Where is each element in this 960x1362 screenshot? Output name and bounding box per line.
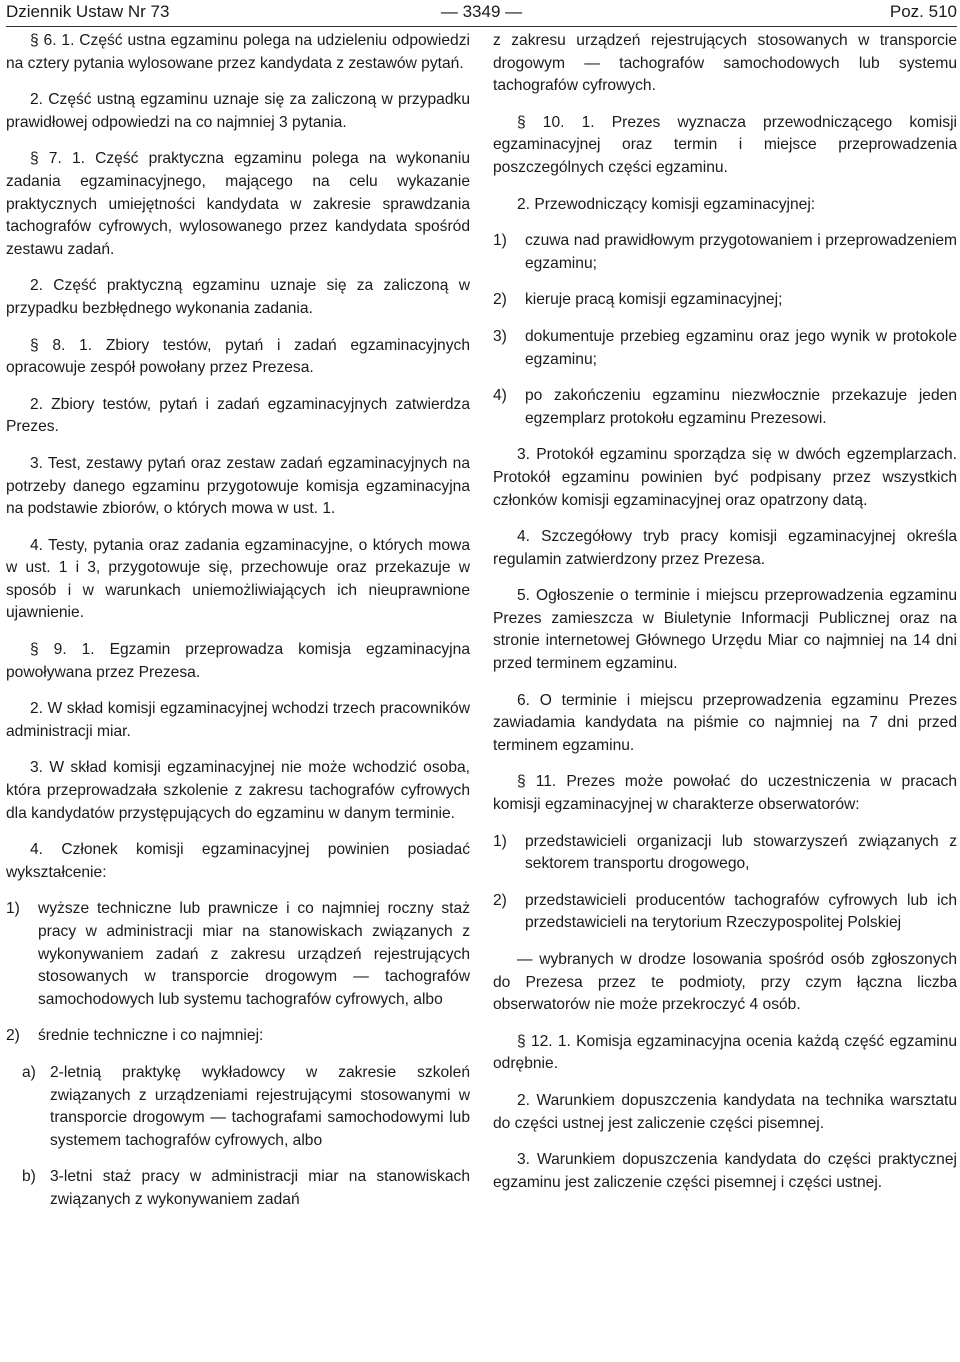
paragraph-7-1: § 7. 1. Część praktyczna egzaminu polega na wykonaniu zadania egzaminacyjnego, mającego na celu wykazanie praktycznych umiejętności kandydata w zakresie sprawdzania tachografów cyfrowych, wylosowanego przez kandydata spośród zestawu zadań. bbox=[6, 150, 470, 258]
paragraph-6-1: § 6. 1. Część ustna egzaminu polega na udzieleniu odpowiedzi na cztery pytania wylosowane przez kandydata z zestawów pytań. bbox=[6, 32, 470, 72]
list-number: 2) bbox=[493, 291, 507, 309]
paragraph-8-4: 4. Testy, pytania oraz zadania egzaminacyjne, o których mowa w ust. 1 i 3, przygotowuje się, przechowuje oraz przekazuje w sposób i w warunkach uniemożliwiających ich nieuprawnione ujawnienie. bbox=[6, 536, 470, 622]
page-number: — 3349 — bbox=[440, 2, 523, 21]
paragraph-9-1: § 9. 1. Egzamin przeprowadza komisja egzaminacyjna powoływana przez Prezesa. bbox=[6, 641, 470, 681]
paragraph-8-2: 2. Zbiory testów, pytań i zadań egzaminacyjnych zatwierdza Prezes. bbox=[6, 395, 470, 436]
list-letter: a) bbox=[22, 1063, 36, 1081]
paragraph-8-3: 3. Test, zestawy pytań oraz zestaw zadań egzaminacyjnych na potrzeby danego egzaminu przygotowuje komisja egzaminacyjna na podstawie zbiorów, o których mowa w ust. 1. bbox=[6, 454, 470, 518]
paragraph-10-1: § 10. 1. Prezes wyznacza przewodniczącego komisji egzaminacyjnej oraz termin i miejsce przeprowadzenia poszczególnych części egzaminu. bbox=[493, 113, 957, 176]
paragraph-10-3: 3. Protokół egzaminu sporządza się w dwóch egzemplarzach. Protokół egzaminu powinien być podpisany przez wszystkich członków komisji egzaminacyjnej oraz opatrzony datą. bbox=[493, 446, 957, 509]
list-text: 2-letnią praktykę wykładowcy w zakresie szkoleń związanych z urządzeniami rejestrującymi stosowanymi w transporcie drogowym — tachografami samochodowymi lub systemem tachografów cyfrowych, albo bbox=[50, 1063, 470, 1149]
list-text: dokumentuje przebieg egzaminu oraz jego wynik w protokole egzaminu; bbox=[525, 327, 957, 368]
list-item bbox=[493, 385, 957, 430]
paragraph-11-tail: — wybranych w drodze losowania spośród osób zgłoszonych do Prezesa przez te podmioty, przy czym łączna liczba obserwatorów nie może przekroczyć 4 osób. bbox=[493, 951, 957, 1014]
list-item bbox=[493, 289, 957, 312]
paragraph-12-1: § 12. 1. Komisja egzaminacyjna ocenia każdą część egzaminu odrębnie. bbox=[493, 1032, 957, 1073]
list-item bbox=[493, 890, 957, 935]
page-header bbox=[6, 0, 957, 27]
paragraph-11: § 11. Prezes może powołać do uczestniczenia w pracach komisji egzaminacyjnej w charakterze obserwatorów: bbox=[493, 773, 957, 814]
paragraph-6-2: 2. Część ustną egzaminu uznaje się za zaliczoną w przypadku prawidłowej odpowiedzi na co najmniej 3 pytania. bbox=[6, 91, 470, 131]
list-number: 1) bbox=[6, 900, 20, 918]
continuation-text: z zakresu urządzeń rejestrujących stosowanych w transporcie drogowym — tachografów samochodowych lub systemu tachografów cyfrowych. bbox=[493, 32, 957, 95]
paragraph-12-3: 3. Warunkiem dopuszczenia kandydata do części praktycznej egzaminu jest zaliczenie części pisemnej i części ustnej. bbox=[493, 1151, 957, 1191]
paragraph-10-5: 5. Ogłoszenie o terminie i miejscu przeprowadzenia egzaminu Prezes zamieszcza w Biuletynie Informacji Publicznej oraz na stronie internetowej Głównego Urzędu Miar co najmniej na 14 dni przed terminem egzaminu. bbox=[493, 587, 957, 673]
paragraph-7-2: 2. Część praktyczną egzaminu uznaje się za zaliczoną w przypadku bezbłędnego wykonania zadania. bbox=[6, 277, 470, 317]
list-text: wyższe techniczne lub prawnicze i co najmniej roczny staż pracy w administracji miar na stanowiskach związanych z wykonywaniem zadań z zakresu urządzeń rejestrujących stosowanych w transporcie drogowym — tachografów samochodowych lub systemu tachografów cyfrowych, albo bbox=[38, 900, 470, 1008]
right-column bbox=[493, 30, 957, 1226]
list-item bbox=[22, 1062, 470, 1152]
list-number: 4) bbox=[493, 387, 507, 405]
list-number: 1) bbox=[493, 832, 507, 850]
left-column bbox=[6, 30, 470, 1226]
list-item bbox=[493, 326, 957, 371]
list-number: 3) bbox=[493, 327, 507, 345]
paragraph-10-2: 2. Przewodniczący komisji egzaminacyjnej: bbox=[517, 195, 816, 213]
list-item bbox=[6, 898, 470, 1011]
journal-title: Dziennik Ustaw Nr 73 bbox=[6, 2, 170, 21]
paragraph-9-4: 4. Członek komisji egzaminacyjnej powinien posiadać wykształcenie: bbox=[6, 841, 470, 881]
list-text: 3-letni staż pracy w administracji miar na stanowiskach związanych z wykonywaniem zadań bbox=[50, 1168, 470, 1208]
list-text: średnie techniczne i co najmniej: bbox=[38, 1027, 264, 1045]
list-number: 2) bbox=[493, 891, 507, 909]
list-text: kieruje pracą komisji egzaminacyjnej; bbox=[525, 291, 783, 309]
paragraph-12-2: 2. Warunkiem dopuszczenia kandydata na technika warsztatu do części ustnej jest zaliczenie części pisemnej. bbox=[493, 1091, 957, 1132]
list-text: po zakończeniu egzaminu niezwłocznie przekazuje jeden egzemplarz protokołu egzaminu Prezesowi. bbox=[525, 387, 957, 427]
paragraph-10-6: 6. O terminie i miejscu przeprowadzenia egzaminu Prezes zawiadamia kandydata na piśmie co najmniej na 7 dni przed terminem egzaminu. bbox=[493, 691, 957, 754]
list-number: 2) bbox=[6, 1027, 20, 1045]
list-text: przedstawicieli producentów tachografów cyfrowych lub ich przedstawicieli na terytorium Rzeczypospolitej Polskiej bbox=[525, 891, 957, 932]
list-item bbox=[6, 1025, 470, 1048]
list-number: 1) bbox=[493, 232, 507, 250]
list-text: czuwa nad prawidłowym przygotowaniem i przeprowadzeniem egzaminu; bbox=[525, 232, 957, 272]
paragraph-10-4: 4. Szczegółowy tryb pracy komisji egzaminacyjnej określa regulamin zatwierdzony przez Prezesa. bbox=[493, 528, 957, 568]
list-letter: b) bbox=[22, 1168, 36, 1186]
position-number: Poz. 510 bbox=[889, 2, 957, 21]
text-columns bbox=[6, 30, 957, 1226]
list-item bbox=[22, 1166, 470, 1211]
list-item bbox=[493, 831, 957, 876]
paragraph-8-1: § 8. 1. Zbiory testów, pytań i zadań egzaminacyjnych opracowuje zespół powołany przez Prezesa. bbox=[6, 336, 470, 377]
list-text: przedstawicieli organizacji lub stowarzyszeń związanych z sektorem transportu drogowego, bbox=[525, 832, 957, 873]
paragraph-9-2: 2. W skład komisji egzaminacyjnej wchodzi trzech pracowników administracji miar. bbox=[6, 700, 470, 740]
paragraph-9-3: 3. W skład komisji egzaminacyjnej nie może wchodzić osoba, która przeprowadzała szkolenie z zakresu tachografów cyfrowych dla kandydatów przystępujących do egzaminu w danym terminie. bbox=[6, 759, 470, 822]
list-item bbox=[493, 230, 957, 275]
